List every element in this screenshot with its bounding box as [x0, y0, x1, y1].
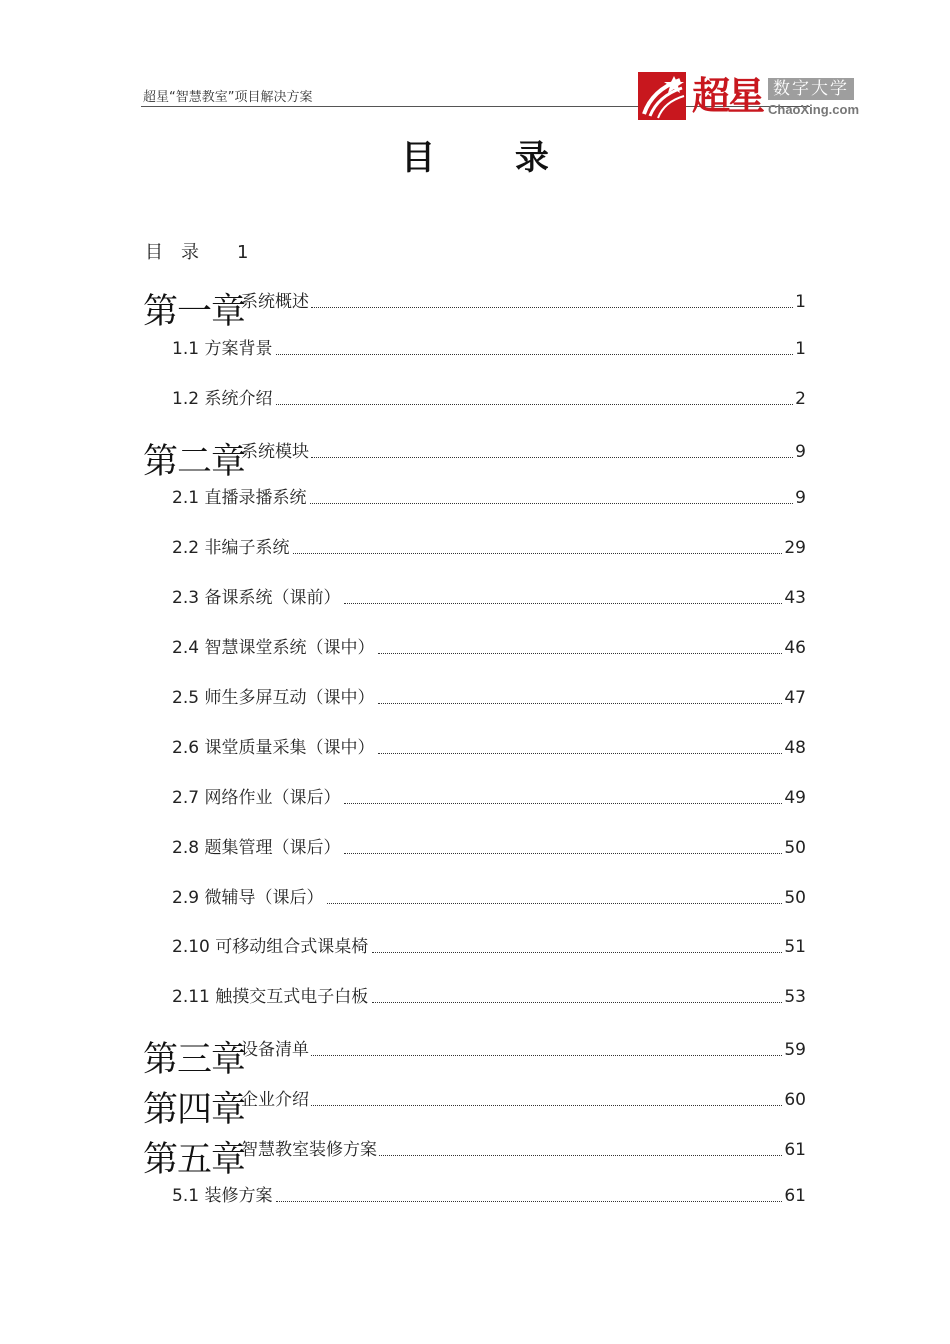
toc-section-title: 1.2 系统介绍	[172, 389, 273, 409]
dot-leader	[378, 703, 782, 704]
toc-section-title: 2.5 师生多屏互动（课中）	[172, 688, 375, 708]
toc-section-title: 2.1 直播录播系统	[172, 488, 307, 508]
toc-section-title: 2.11 触摸交互式电子白板	[172, 987, 369, 1007]
dot-leader	[372, 1002, 782, 1003]
logo-mark-icon	[638, 72, 686, 120]
toc-chapter-title: 企业介绍	[241, 1090, 309, 1110]
toc-section-title: 2.4 智慧课堂系统（课中）	[172, 638, 375, 658]
toc-page-number: 60	[784, 1090, 806, 1110]
toc-section-entry[interactable]	[172, 836, 806, 860]
dot-leader	[344, 853, 782, 854]
toc-chapter-title: 系统模块	[241, 442, 309, 462]
toc-section-title: 5.1 装修方案	[172, 1186, 273, 1206]
dot-leader	[344, 603, 782, 604]
toc-section-title: 2.9 微辅导（课后）	[172, 888, 324, 908]
toc-page-number: 53	[784, 987, 806, 1007]
dot-leader	[310, 503, 793, 504]
dot-leader	[276, 1201, 782, 1202]
toc-section-entry[interactable]	[172, 886, 806, 910]
toc-chapter-title: 系统概述	[241, 292, 309, 312]
toc-section-entry[interactable]	[172, 387, 806, 411]
dot-leader	[276, 354, 793, 355]
toc-heading-label: 目录	[145, 242, 217, 263]
toc-page-number: 2	[795, 389, 806, 409]
toc-page-number: 49	[784, 788, 806, 808]
dot-leader	[311, 1105, 782, 1106]
toc-section-entry[interactable]	[172, 337, 806, 361]
dot-leader	[311, 457, 793, 458]
toc-section-title: 2.8 题集管理（课后）	[172, 838, 341, 858]
toc-page-number: 61	[784, 1186, 806, 1206]
toc-chapter-number: 第一章	[143, 292, 246, 332]
toc-page-number: 46	[784, 638, 806, 658]
toc-page-number: 9	[795, 442, 806, 462]
dot-leader	[378, 753, 782, 754]
toc-chapter-line	[241, 1038, 806, 1062]
toc-section-title: 2.6 课堂质量采集（课中）	[172, 738, 375, 758]
logo-domain-text: ChaoXing.com	[768, 102, 860, 117]
toc-page-number: 47	[784, 688, 806, 708]
toc-section-entry[interactable]	[172, 985, 806, 1009]
logo-sub-text: 数字大学	[768, 78, 854, 100]
toc-page-number: 1	[795, 292, 806, 312]
toc-heading-entry[interactable]	[145, 238, 248, 264]
toc-heading-page: 1	[237, 242, 249, 263]
toc-section-entry[interactable]	[172, 536, 806, 560]
toc-section-title: 2.3 备课系统（课前）	[172, 588, 341, 608]
toc-chapter-line	[241, 440, 806, 464]
toc-section-title: 1.1 方案背景	[172, 339, 273, 359]
dot-leader	[311, 1055, 782, 1056]
toc-page-number: 48	[784, 738, 806, 758]
page-title: 目 录	[401, 138, 583, 178]
toc-page-number: 50	[784, 888, 806, 908]
dot-leader	[344, 803, 782, 804]
toc-section-title: 2.7 网络作业（课后）	[172, 788, 341, 808]
toc-page-number: 1	[795, 339, 806, 359]
dot-leader	[372, 952, 782, 953]
chaoxing-logo	[638, 72, 878, 124]
logo-brand-text: 超星	[692, 73, 763, 118]
toc-page-number: 50	[784, 838, 806, 858]
dot-leader	[293, 553, 782, 554]
toc-page-number: 61	[784, 1140, 806, 1160]
toc-chapter-entry[interactable]	[143, 1038, 806, 1082]
dot-leader	[327, 903, 782, 904]
toc-section-entry[interactable]	[172, 736, 806, 760]
dot-leader	[379, 1155, 782, 1156]
toc-chapter-line	[241, 290, 806, 314]
header-title: 超星“智慧教室”项目解决方案	[143, 90, 313, 105]
toc-chapter-entry[interactable]	[143, 1138, 806, 1182]
toc-chapter-number: 第二章	[143, 442, 246, 482]
toc-chapter-entry[interactable]	[143, 440, 806, 484]
toc-section-entry[interactable]	[172, 586, 806, 610]
dot-leader	[276, 404, 793, 405]
toc-section-title: 2.2 非编子系统	[172, 538, 290, 558]
toc-chapter-line	[241, 1088, 806, 1112]
toc-chapter-number: 第五章	[143, 1140, 246, 1180]
dot-leader	[378, 653, 782, 654]
toc-page-number: 51	[784, 937, 806, 957]
toc-chapter-line	[241, 1138, 806, 1162]
toc-section-entry[interactable]	[172, 686, 806, 710]
toc-section-entry[interactable]	[172, 486, 806, 510]
toc-section-entry[interactable]	[172, 786, 806, 810]
toc-chapter-title: 智慧教室装修方案	[241, 1140, 377, 1160]
toc-chapter-title: 设备清单	[241, 1040, 309, 1060]
toc-page-number: 29	[784, 538, 806, 558]
toc-chapter-entry[interactable]	[143, 1088, 806, 1132]
toc-section-entry[interactable]	[172, 935, 806, 959]
toc-section-entry[interactable]	[172, 636, 806, 660]
toc-chapter-entry[interactable]	[143, 290, 806, 334]
toc-section-title: 2.10 可移动组合式课桌椅	[172, 937, 369, 957]
toc-page-number: 43	[784, 588, 806, 608]
toc-page-number: 9	[795, 488, 806, 508]
toc-chapter-number: 第四章	[143, 1090, 246, 1130]
toc-section-entry[interactable]	[172, 1184, 806, 1208]
toc-page-number: 59	[784, 1040, 806, 1060]
toc-chapter-number: 第三章	[143, 1040, 246, 1080]
dot-leader	[311, 307, 793, 308]
